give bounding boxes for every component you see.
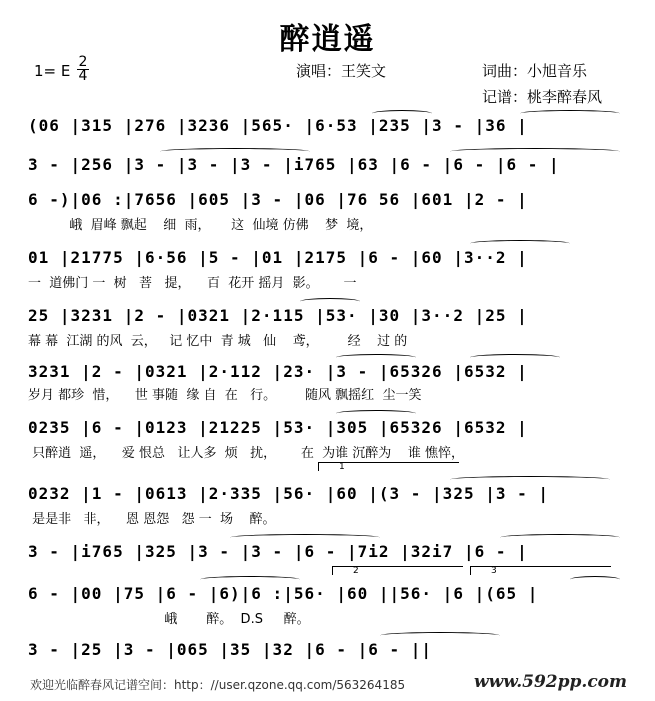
slur — [470, 354, 560, 361]
slur — [380, 632, 500, 639]
slur — [336, 410, 416, 417]
score-row-5: 25 |3231 |2 - |0321 |2·115 |53· |30 |3··2 |25 | — [28, 306, 528, 325]
site-logo: www.592pp.com — [474, 672, 627, 692]
score-row-3: 6 -)|06 :|7656 |605 |3 - |06 |76 56 |601 |2 - | — [28, 190, 528, 209]
lyric-row-8: 是是非 非， 恩 恩怨 怨 一 场 醉。 — [28, 512, 276, 527]
lyric-row-10: 峨 醉。 D.S 醉。 — [28, 612, 310, 627]
score-row-9: 3 - |i765 |325 |3 - |3 - |6 - |7i2 |32i7 |6 - | — [28, 542, 528, 561]
slur — [450, 148, 620, 155]
lyric-row-5: 幕 幕 江湖 的风 云， 记 忆中 青 城 仙 鸢， 经 过 的 — [28, 334, 408, 349]
time-signature-bottom: 4 — [78, 68, 88, 84]
score-row-10: 6 - |00 |75 |6 - |6)|6 :|56· |60 ||56· |6 |(65 | — [28, 584, 539, 603]
score-row-4: 01 |21775 |6·56 |5 - |01 |2175 |6 - |60 |3··2 | — [28, 248, 528, 267]
slur — [372, 110, 432, 117]
score-row-11: 3 - |25 |3 - |065 |35 |32 |6 - |6 - || — [28, 640, 433, 659]
volta-2: 2 — [332, 566, 463, 575]
slur — [570, 576, 620, 583]
slur — [470, 240, 570, 247]
slur — [450, 476, 610, 483]
slur — [500, 534, 620, 541]
song-title: 醉逍遥 — [279, 22, 376, 57]
composer-credit: 词曲：小旭音乐 — [482, 62, 588, 80]
score-row-6: 3231 |2 - |0321 |2·112 |23· |3 - |65326 |6532 | — [28, 362, 528, 381]
slur — [300, 298, 360, 305]
lyric-row-7: 只醉逍 遥， 爱 恨总 让人多 烦 扰， 在 为谁 沉醉为 谁 憔悴， — [28, 446, 464, 461]
footer-text: 欢迎光临醉春风记谱空间：http：//user.qzone.qq.com/563264185 — [30, 678, 406, 692]
transcriber-credit: 记谱：桃李醉春风 — [482, 88, 603, 106]
time-signature-top: 2 — [78, 54, 88, 70]
time-signature — [76, 56, 90, 83]
volta-1: 1 — [318, 462, 459, 471]
singer-credit: 演唱：王笑文 — [296, 62, 387, 80]
score-row-7: 0235 |6 - |0123 |21225 |53· |305 |65326 |6532 | — [28, 418, 528, 437]
volta-3: 3 — [470, 566, 611, 575]
slur — [160, 148, 310, 155]
slur — [230, 534, 380, 541]
score-row-8: 0232 |1 - |0613 |2·335 |56· |60 |(3 - |325 |3 - | — [28, 484, 550, 503]
score-row-2: 3 - |256 |3 - |3 - |3 - |i765 |63 |6 - |6 - |6 - | — [28, 155, 560, 174]
slur — [200, 576, 300, 583]
score-row-1: (06 |315 |276 |3236 |565· |6·53 |235 |3 - |36 | — [28, 116, 528, 135]
key-signature: 1= E — [34, 62, 71, 80]
lyric-row-6: 岁月 都珍 惜， 世 事随 缘 自 在 行。 随风 飘摇红 尘一笑 — [28, 388, 422, 403]
lyric-row-4: 一 道佛门 一 树 菩 提， 百 花开 摇月 影。 一 — [28, 276, 357, 291]
slur — [336, 354, 416, 361]
slur — [520, 110, 620, 117]
lyric-row-3: 峨 眉峰 飘起 细 雨， 这 仙境 仿佛 梦 境， — [28, 218, 373, 233]
